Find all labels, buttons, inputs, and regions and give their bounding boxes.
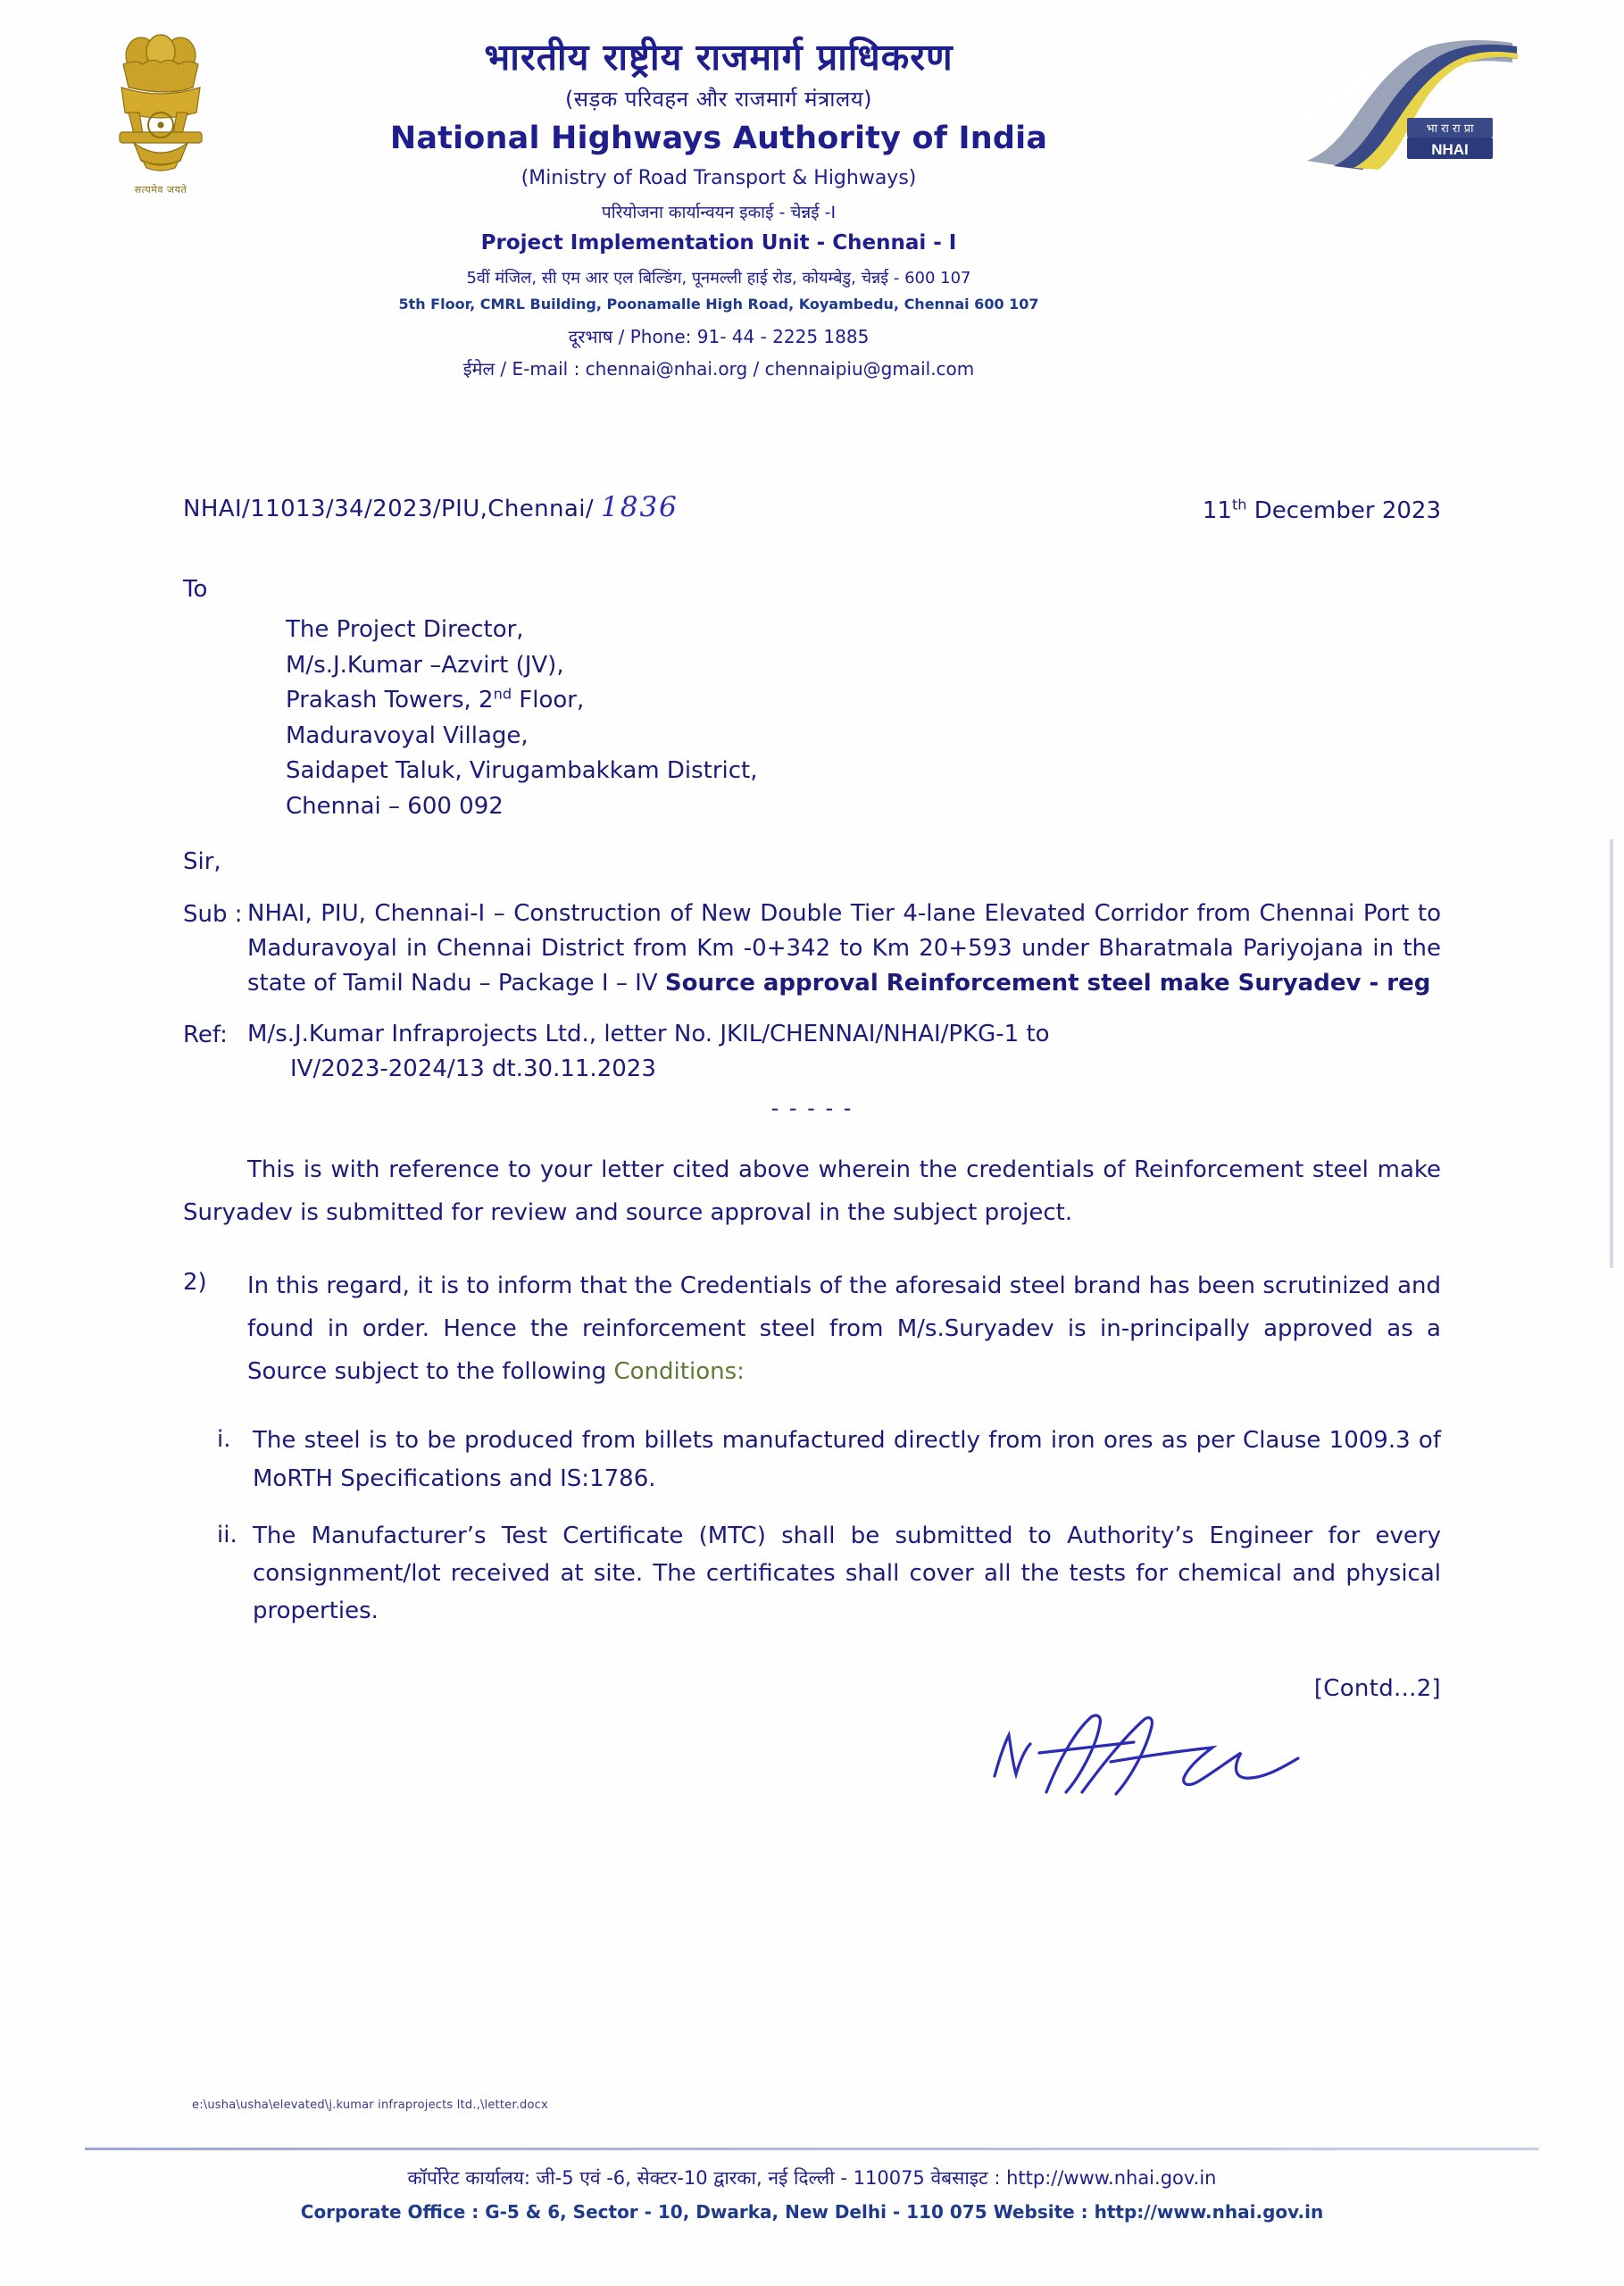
- signature-area: [183, 1706, 1441, 1814]
- addressee-line-2: M/s.J.Kumar –Azvirt (JV),: [286, 651, 564, 679]
- addressee-block: [286, 613, 1441, 824]
- footer-divider: [85, 2148, 1539, 2150]
- condition-text: The Manufacturer’s Test Certificate (MTC) shall be submitted to Authority’s Engineer for every consignment/lot received at site. The certificates shall cover all the tests for chemical and physical properties.: [253, 1522, 1441, 1624]
- nhai-logo: [1298, 36, 1521, 161]
- file-number-handwritten: 1836: [601, 491, 679, 523]
- reference-date-row: [183, 486, 1441, 529]
- paragraph-2-text: [247, 1264, 1441, 1393]
- email-line: ईमेल / E-mail : chennai@nhai.org / chennaipiu@gmail.com: [462, 357, 975, 380]
- nhai-highway-logo-icon: [1298, 36, 1521, 170]
- reference-label: Ref:: [183, 1021, 228, 1048]
- reference-text-line-2: IV/2023-2024/13 dt.30.11.2023: [290, 1055, 656, 1082]
- national-emblem: [94, 25, 228, 196]
- paragraph-2-number: 2): [183, 1269, 207, 1297]
- subject-label: Sub :: [183, 900, 243, 928]
- letterhead-text-block: [241, 34, 1196, 381]
- paragraph-2: [183, 1264, 1441, 1393]
- condition-marker: ii.: [217, 1521, 237, 1548]
- footer-hindi-address: कॉर्पोरेट कार्यालय: जी-5 एवं -6, सेक्टर-10 द्वारका, नई दिल्ली - 110075 वेबसाइट : http://www.nhai.gov.in: [407, 2167, 1217, 2189]
- handwritten-signature-icon: [977, 1706, 1334, 1814]
- salutation: Sir,: [183, 848, 221, 876]
- continued-marker: [Contd...2]: [1313, 1674, 1441, 1702]
- footer: [0, 2165, 1624, 2223]
- english-ministry: (Ministry of Road Transport & Highways): [521, 166, 917, 189]
- reference-text-line-1: M/s.J.Kumar Infraprojects Ltd., letter No. JKIL/CHENNAI/NHAI/PKG-1 to: [247, 1020, 1050, 1047]
- date-month-year: December 2023: [1246, 496, 1441, 524]
- addressee-line-1: The Project Director,: [286, 616, 524, 644]
- letterhead: [0, 0, 1624, 450]
- reference-block: [183, 1017, 1441, 1087]
- english-organization-title: National Highways Authority of India: [389, 121, 1048, 157]
- scan-artifact: [1610, 839, 1613, 1268]
- date-day: 11: [1202, 496, 1232, 524]
- addressee-line-3: Prakash Towers, 2nd Floor,: [286, 685, 585, 714]
- emblem-caption: सत्यमेव जयते: [134, 184, 187, 196]
- hindi-unit-name: परियोजना कार्यान्वयन इकाई - चेन्नई -I: [601, 203, 837, 223]
- conditions-keyword: Conditions:: [613, 1358, 745, 1386]
- subject-text-bold: Source approval Reinforcement steel make Suryadev - reg: [664, 969, 1431, 997]
- condition-marker: i.: [217, 1426, 231, 1454]
- source-file-path: e:\usha\usha\elevated\j.kumar infraprojects ltd.,\letter.docx: [192, 2098, 548, 2112]
- file-number: [183, 486, 679, 529]
- subject-block: [183, 897, 1441, 1001]
- english-address: 5th Floor, CMRL Building, Poonamalle High Road, Koyambedu, Chennai 600 107: [398, 295, 1039, 313]
- subject-text: NHAI, PIU, Chennai-I – Construction of New Double Tier 4-lane Elevated Corridor from Chennai Port to Maduravoyal in Chennai District from Km -0+342 to Km 20+593 under Bharatmala Pariyojana in the state of Tamil Nadu – Package I – IV: [247, 899, 1441, 997]
- svg-text:भा रा रा प्रा: भा रा रा प्रा: [1426, 122, 1474, 136]
- addressee-line-4: Maduravoyal Village,: [286, 722, 529, 749]
- letter-body: [183, 486, 1441, 1814]
- addressee-line-6: Chennai – 600 092: [286, 792, 504, 820]
- reference-text-wrap: [247, 1017, 1441, 1087]
- letter-date: [1203, 493, 1441, 529]
- separator-dashes: - - - - -: [770, 1095, 854, 1121]
- to-label: To: [183, 576, 208, 604]
- svg-text:NHAI: NHAI: [1431, 141, 1469, 158]
- condition-item: [183, 1422, 1441, 1497]
- file-number-text: NHAI/11013/34/2023/PIU,Chennai/: [183, 496, 594, 522]
- subject-text-wrap: [247, 897, 1441, 1001]
- conditions-list: [183, 1422, 1441, 1630]
- ashoka-emblem-icon: [98, 25, 223, 181]
- condition-text: The steel is to be produced from billets manufactured directly from iron ores as per Clause 1009.3 of MoRTH Specifications and IS:1786.: [253, 1427, 1441, 1492]
- english-unit-name: Project Implementation Unit - Chennai - I: [480, 231, 957, 255]
- footer-english-address: Corporate Office : G-5 & 6, Sector - 10, Dwarka, New Delhi - 110 075 Website : http://www.nhai.gov.in: [300, 2201, 1324, 2223]
- hindi-address: 5वीं मंजिल, सी एम आर एल बिल्डिंग, पूनमल्ली हाई रोड, कोयम्बेडु, चेन्नई - 600 107: [466, 268, 971, 288]
- date-ordinal-suffix: th: [1231, 496, 1247, 513]
- paragraph-1: This is with reference to your letter cited above wherein the credentials of Reinforcement steel make Suryadev is submitted for review and source approval in the subject project.: [183, 1156, 1441, 1227]
- addressee-line-5: Saidapet Taluk, Virugambakkam District,: [286, 757, 758, 785]
- paragraph-2-text-part1: In this regard, it is to inform that the Credentials of the aforesaid steel brand has been scrutinized and found in order. Hence the reinforcement steel from M/s.Suryadev is in-principally approved as a Source subject to the following: [247, 1272, 1441, 1386]
- condition-item: [183, 1517, 1441, 1630]
- phone-line: दूरभाष / Phone: 91- 44 - 2225 1885: [568, 326, 870, 348]
- hindi-organization-title: भारतीय राष्ट्रीय राजमार्ग प्राधिकरण: [484, 36, 954, 79]
- hindi-ministry: (सड़क परिवहन और राजमार्ग मंत्रालय): [564, 87, 873, 113]
